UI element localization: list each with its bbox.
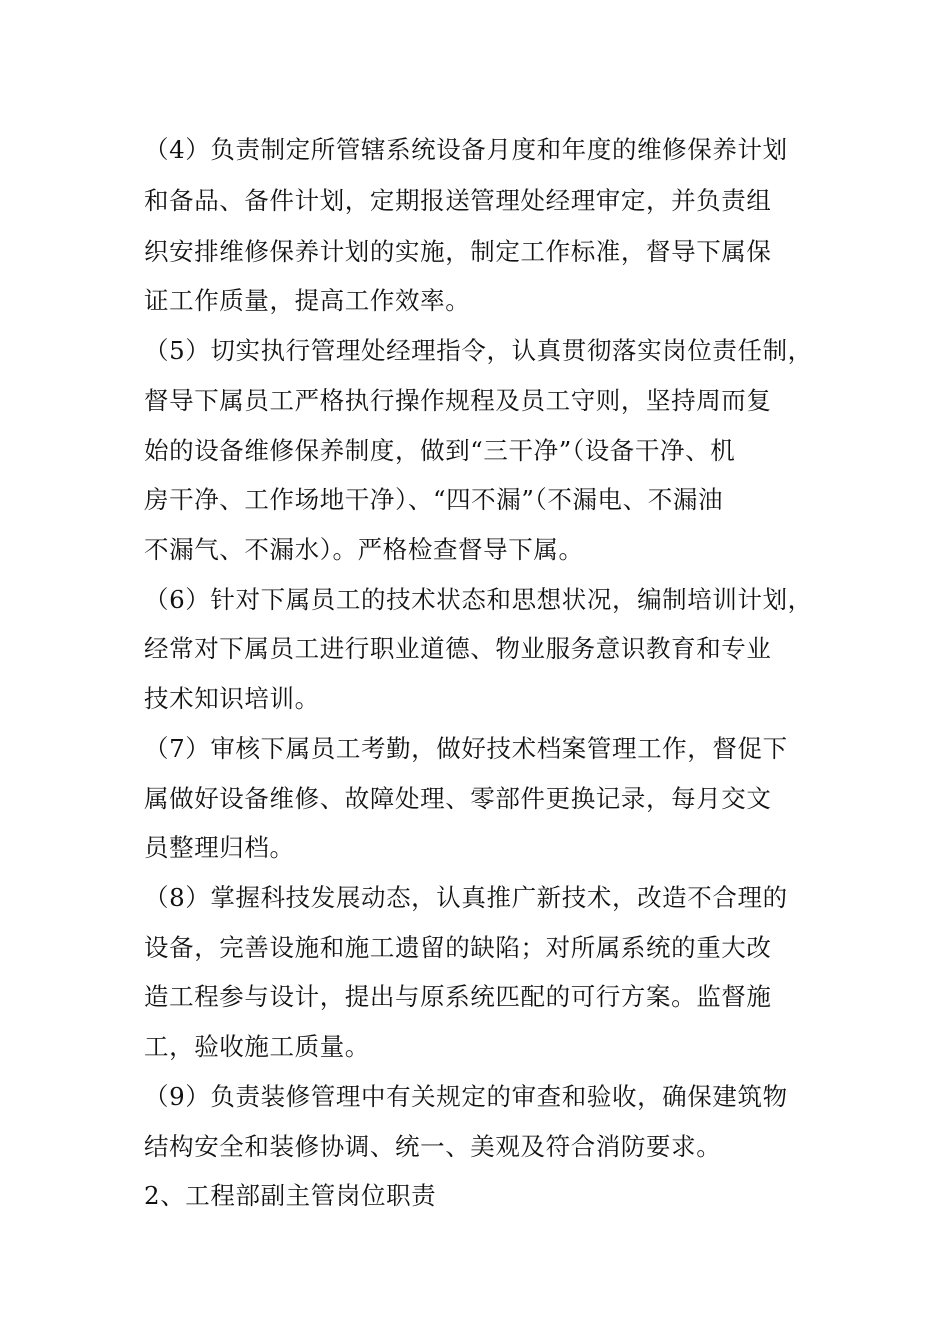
text-line: 技术知识培训。 [144, 684, 320, 713]
text-line: 设备，完善设施和施工遗留的缺陷；对所属系统的重大改 [144, 933, 772, 962]
text-line: （5）切实执行管理处经理指令，认真贯彻落实岗位责任制， [144, 336, 813, 365]
text-line: 结构安全和装修协调、统一、美观及符合消防要求。 [144, 1132, 722, 1161]
text-line: 证工作质量，提高工作效率。 [144, 286, 471, 315]
text-line: 和备品、备件计划，定期报送管理处经理审定，并负责组 [144, 186, 772, 215]
text-line: （6）针对下属员工的技术状态和思想状况，编制培训计划， [144, 585, 813, 614]
text-line: （4）负责制定所管辖系统设备月度和年度的维修保养计划 [144, 135, 788, 164]
text-line: 员整理归档。 [144, 833, 295, 862]
section-heading: 2、工程部副主管岗位职责 [144, 1181, 437, 1210]
text-line: （8）掌握科技发展动态，认真推广新技术，改造不合理的 [144, 883, 788, 912]
text-line: 督导下属员工严格执行操作规程及员工守则，坚持周而复 [144, 386, 772, 415]
text-line: 属做好设备维修、故障处理、零部件更换记录，每月交文 [144, 784, 772, 813]
text-line: 造工程参与设计，提出与原系统匹配的可行方案。监督施 [144, 982, 772, 1011]
text-line: （9）负责装修管理中有关规定的审查和验收，确保建筑物 [144, 1082, 788, 1111]
text-line: 不漏气、不漏水）。严格检查督导下属。 [144, 535, 584, 564]
text-line: （7）审核下属员工考勤，做好技术档案管理工作，督促下 [144, 734, 788, 763]
text-line: 工，验收施工质量。 [144, 1032, 370, 1061]
text-line: 经常对下属员工进行职业道德、物业服务意识教育和专业 [144, 634, 772, 663]
text-line: 始的设备维修保养制度，做到“三干净”（设备干净、机 [144, 436, 736, 465]
text-line: 织安排维修保养计划的实施，制定工作标准，督导下属保 [144, 237, 772, 266]
text-line: 房干净、工作场地干净）、“四不漏”（不漏电、不漏油 [144, 485, 724, 514]
